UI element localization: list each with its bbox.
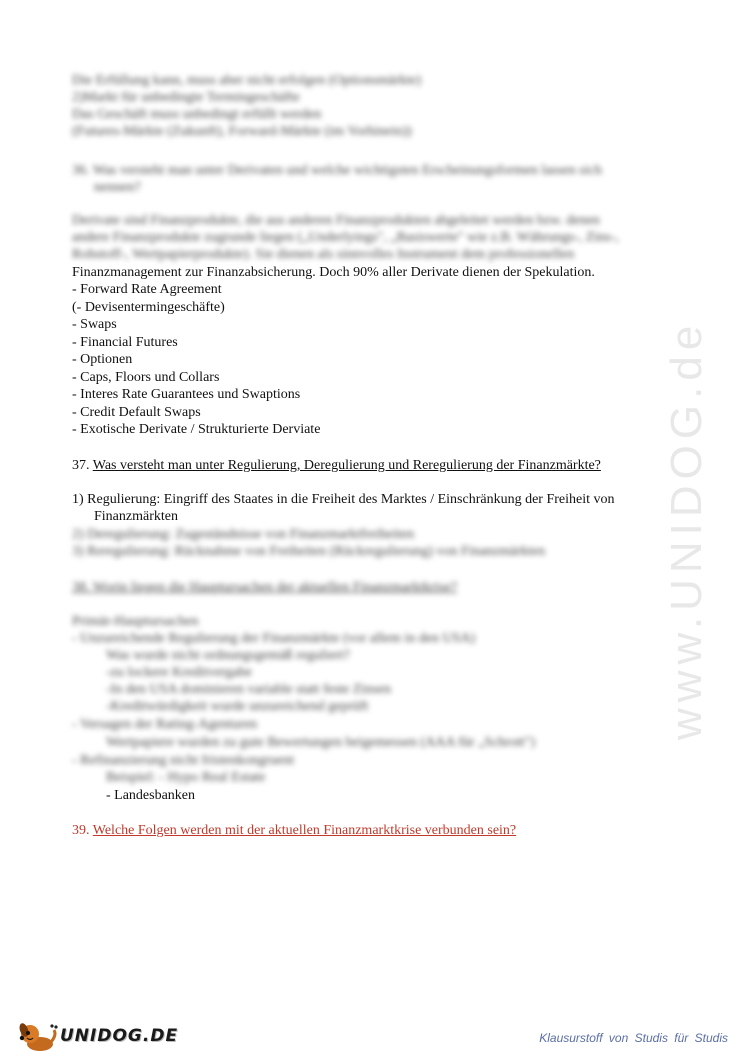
question-36-title-cont: nennen? xyxy=(94,180,141,195)
question-39-title xyxy=(72,822,516,839)
list-item: - Forward Rate Agreement xyxy=(72,282,222,297)
blurred-text-line: 3) Reregulierung: Rücknahme von Freiheiten (Rückregulierung) von Finanzmärkten xyxy=(72,544,546,559)
list-item: - Optionen xyxy=(72,352,133,367)
question-37-number: 37. xyxy=(72,458,90,473)
list-item: - Credit Default Swaps xyxy=(72,405,201,420)
blurred-text-line: Beispiel: - Hypo Real Estate xyxy=(106,770,266,785)
list-item: - Exotische Derivate / Strukturierte Derviate xyxy=(72,422,321,437)
list-item: - Swaps xyxy=(72,317,117,332)
list-item: - Interes Rate Guarantees und Swaptions xyxy=(72,387,301,402)
question-37-title xyxy=(72,457,601,474)
blurred-text-line: (Futures-Märkte (Zukunft), Forward-Märkte (im Vorhinein)) xyxy=(72,124,412,139)
dog-icon xyxy=(18,1018,58,1054)
question-39-text: Welche Folgen werden mit der aktuellen Finanzmarktkrise verbunden sein? xyxy=(92,823,517,838)
blurred-text-line: Was wurde nicht ordnungsgemäß reguliert? xyxy=(106,648,350,663)
blurred-text-line: 2) Deregulierung: Zugeständnisse von Finanzmarktfreiheiten xyxy=(72,527,415,542)
blurred-text-line: Primär-Hauptursachen xyxy=(72,614,199,629)
blurred-text-line: 2)Markt für unbedingte Termingeschäfte xyxy=(72,90,300,105)
logo-text: UNIDOG.DE xyxy=(60,1026,179,1046)
blurred-text-line: Das Geschäft muss unbedingt erfüllt werden xyxy=(72,107,322,122)
list-item: - Caps, Floors und Collars xyxy=(72,370,220,385)
blurred-text-line: Die Erfüllung kann, muss aber nicht erfolgen (Optionsmärkte) xyxy=(72,73,422,88)
blurred-text-line: - Unzureichende Regulierung der Finanzmärkte (vor allem in den USA) xyxy=(72,631,476,646)
blurred-text-line: andere Finanzprodukte zugrunde liegen („Underlyings", „Basiswerte" wie z.B. Währungs-, Zins-, xyxy=(72,230,619,245)
blurred-text-line: Derivate sind Finanzprodukte, die aus anderen Finanzprodukten abgeleitet werden bzw. denen xyxy=(72,213,600,228)
answer-36-text: Finanzmanagement zur Finanzabsicherung. Doch 90% aller Derivate dienen der Spekulation. xyxy=(72,265,595,280)
question-39-number: 39. xyxy=(72,823,90,838)
question-38-title: 38. Worin liegen die Hauptursachen der aktuellen Finanzmarktkrise? xyxy=(72,580,458,595)
blurred-text-line: -Kreditwürdigkeit wurde unzureichend geprüft xyxy=(106,699,369,714)
blurred-text-line: Rohstoff-, Wertpapierprodukte). Sie dienen als sinnvolles Instrument dem professionellen xyxy=(72,247,575,262)
blurred-text-line: Wertpapiere wurden zu gute Bewertungen beigemessen (AAA für „Schrott") xyxy=(106,735,536,750)
unidog-logo[interactable] xyxy=(18,1018,178,1054)
watermark: www.UNIDOG.de xyxy=(662,319,711,740)
blurred-text-line: - Refinanzierung nicht fristenkongruent xyxy=(72,753,294,768)
question-36-title: 36. Was versteht man unter Derivaten und welche wichtigsten Erscheinungsformen lassen sich xyxy=(72,163,602,178)
blurred-text-line: -zu lockere Kreditvergabe xyxy=(106,665,252,680)
list-item: - Financial Futures xyxy=(72,335,178,350)
footer-slogan: Klausurstoff von Studis für Studis xyxy=(539,1031,728,1045)
answer-37-regulierung-cont: Finanzmärkten xyxy=(94,509,178,524)
answer-38-landesbanken: - Landesbanken xyxy=(106,788,196,803)
question-37-text: Was versteht man unter Regulierung, Deregulierung und Reregulierung der Finanzmärkte? xyxy=(92,458,601,473)
blurred-text-line: - Versagen der Rating-Agenturen xyxy=(72,717,258,732)
list-item: (- Devisentermingeschäfte) xyxy=(72,300,225,315)
answer-37-regulierung: 1) Regulierung: Eingriff des Staates in die Freiheit des Marktes / Einschränkung der Freiheit von xyxy=(72,492,615,507)
blurred-text-line: -In den USA dominieren variable statt feste Zinsen xyxy=(106,682,391,697)
